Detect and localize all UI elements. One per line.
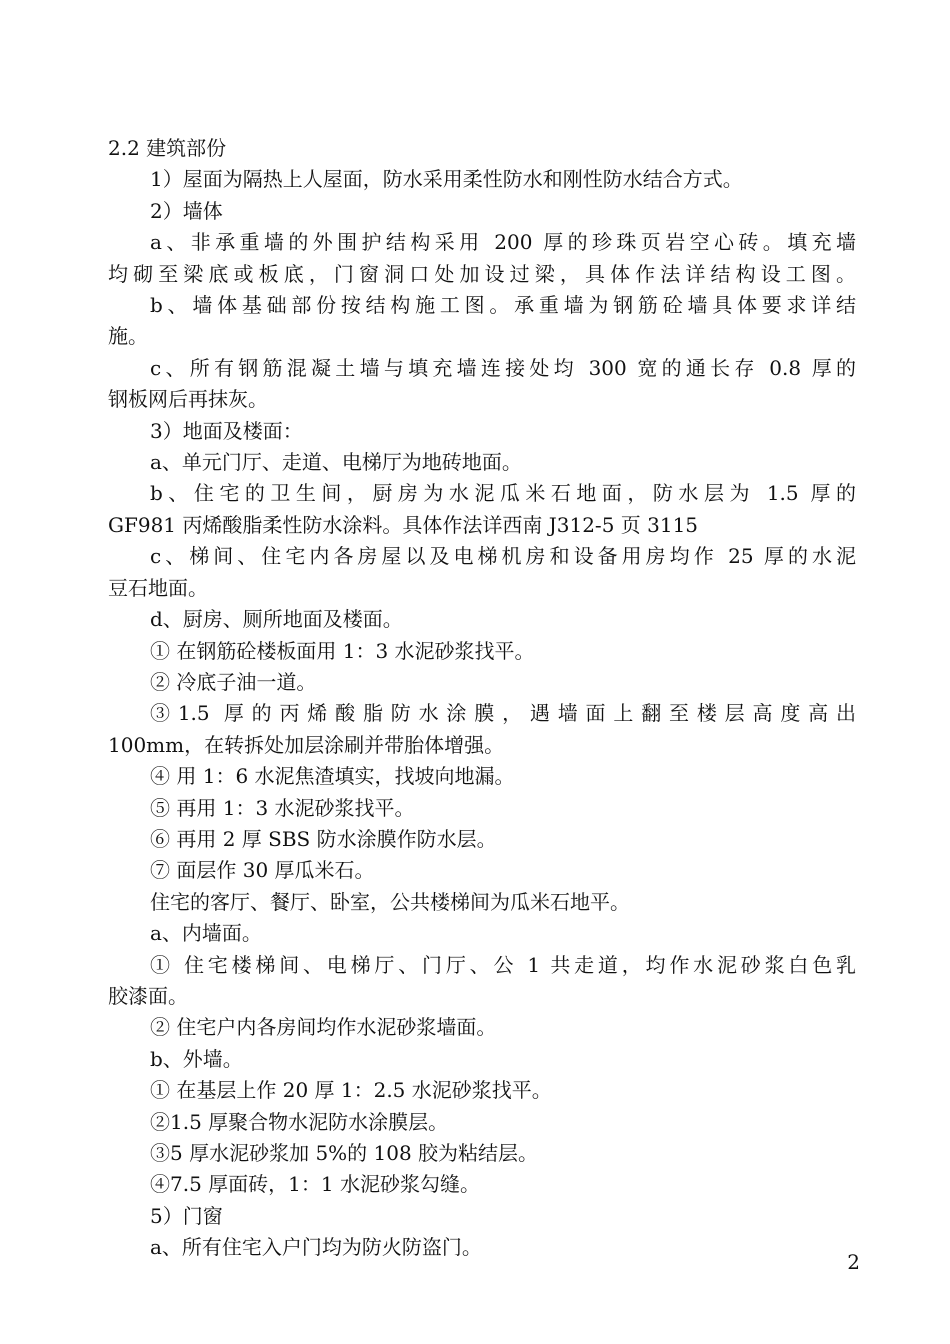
paragraph-line: a、单元门厅、走道、电梯厅为地砖地面。 bbox=[150, 450, 522, 475]
paragraph-line: ⑦ 面层作 30 厚瓜米石。 bbox=[150, 858, 375, 883]
paragraph-line: 住宅的客厅、餐厅、卧室，公共楼梯间为瓜米石地平。 bbox=[150, 889, 630, 914]
page-number: 2 bbox=[847, 1250, 860, 1274]
paragraph-line: c、梯间、住宅内各房屋以及电梯机房和设备用房均作 25 厚的水泥 bbox=[150, 544, 856, 569]
paragraph-line: ③5 厚水泥砂浆加 5%的 108 胶为粘结层。 bbox=[150, 1141, 539, 1165]
paragraph-line: a、内墙面。 bbox=[150, 921, 262, 946]
paragraph-line: ② 冷底子油一道。 bbox=[150, 669, 317, 694]
paragraph-line: 均砌至梁底或板底，门窗洞口处加设过梁，具体作法详结构设工图。 bbox=[108, 261, 856, 286]
paragraph-line: ③1.5 厚的丙烯酸脂防水涂膜，遇墙面上翻至楼层高度高出 bbox=[150, 701, 856, 726]
paragraph-line: 施。 bbox=[108, 324, 148, 349]
paragraph-line: b、外墙。 bbox=[150, 1046, 243, 1071]
paragraph-line: ① 在钢筋砼楼板面用 1：3 水泥砂浆找平。 bbox=[150, 638, 535, 663]
paragraph-line: ④ 用 1：6 水泥焦渣填实，找坡向地漏。 bbox=[150, 764, 515, 789]
document-body bbox=[108, 133, 856, 1264]
paragraph-line: 5）门窗 bbox=[150, 1203, 223, 1228]
paragraph-line: 豆石地面。 bbox=[108, 575, 208, 600]
paragraph-line: ⑥ 再用 2 厚 SBS 防水涂膜作防水层。 bbox=[150, 826, 497, 851]
paragraph-line: ② 住宅户内各房间均作水泥砂浆墙面。 bbox=[150, 1015, 497, 1040]
paragraph-line: ① 住宅楼梯间、电梯厅、门厅、公 1 共走道，均作水泥砂浆白色乳 bbox=[150, 952, 856, 977]
paragraph-line: b、住宅的卫生间，厨房为水泥瓜米石地面，防水层为 1.5 厚的 bbox=[150, 481, 856, 506]
paragraph-line: 100mm，在转拆处加层涂刷并带胎体增强。 bbox=[108, 732, 505, 757]
paragraph-line: ②1.5 厚聚合物水泥防水涂膜层。 bbox=[150, 1109, 449, 1134]
paragraph-line: 2）墙体 bbox=[150, 198, 223, 223]
paragraph-line: c、所有钢筋混凝土墙与填充墙连接处均 300 宽的通长存 0.8 厚的 bbox=[150, 355, 856, 380]
paragraph-line: a、所有住宅入户门均为防火防盗门。 bbox=[150, 1235, 482, 1260]
paragraph-line: 胶漆面。 bbox=[108, 983, 188, 1008]
paragraph-line: ④7.5 厚面砖，1：1 水泥砂浆勾缝。 bbox=[150, 1172, 480, 1197]
paragraph-line: GF981 丙烯酸脂柔性防水涂料。具体作法详西南 J312-5 页 3115 bbox=[108, 512, 699, 537]
paragraph-line: ⑤ 再用 1：3 水泥砂浆找平。 bbox=[150, 795, 415, 820]
paragraph-line: 1）屋面为隔热上人屋面，防水采用柔性防水和刚性防水结合方式。 bbox=[150, 167, 743, 192]
paragraph-line: a、非承重墙的外围护结构采用 200 厚的珍珠页岩空心砖。填充墙 bbox=[150, 230, 856, 255]
paragraph-line: ① 在基层上作 20 厚 1：2.5 水泥砂浆找平。 bbox=[150, 1078, 552, 1103]
section-heading: 2.2 建筑部份 bbox=[108, 136, 227, 160]
paragraph-line: 钢板网后再抹灰。 bbox=[108, 387, 268, 412]
paragraph-line: b、墙体基础部份按结构施工图。承重墙为钢筋砼墙具体要求详结 bbox=[150, 293, 856, 318]
paragraph-line: 3）地面及楼面： bbox=[150, 418, 303, 443]
paragraph-line: d、厨房、厕所地面及楼面。 bbox=[150, 607, 403, 632]
